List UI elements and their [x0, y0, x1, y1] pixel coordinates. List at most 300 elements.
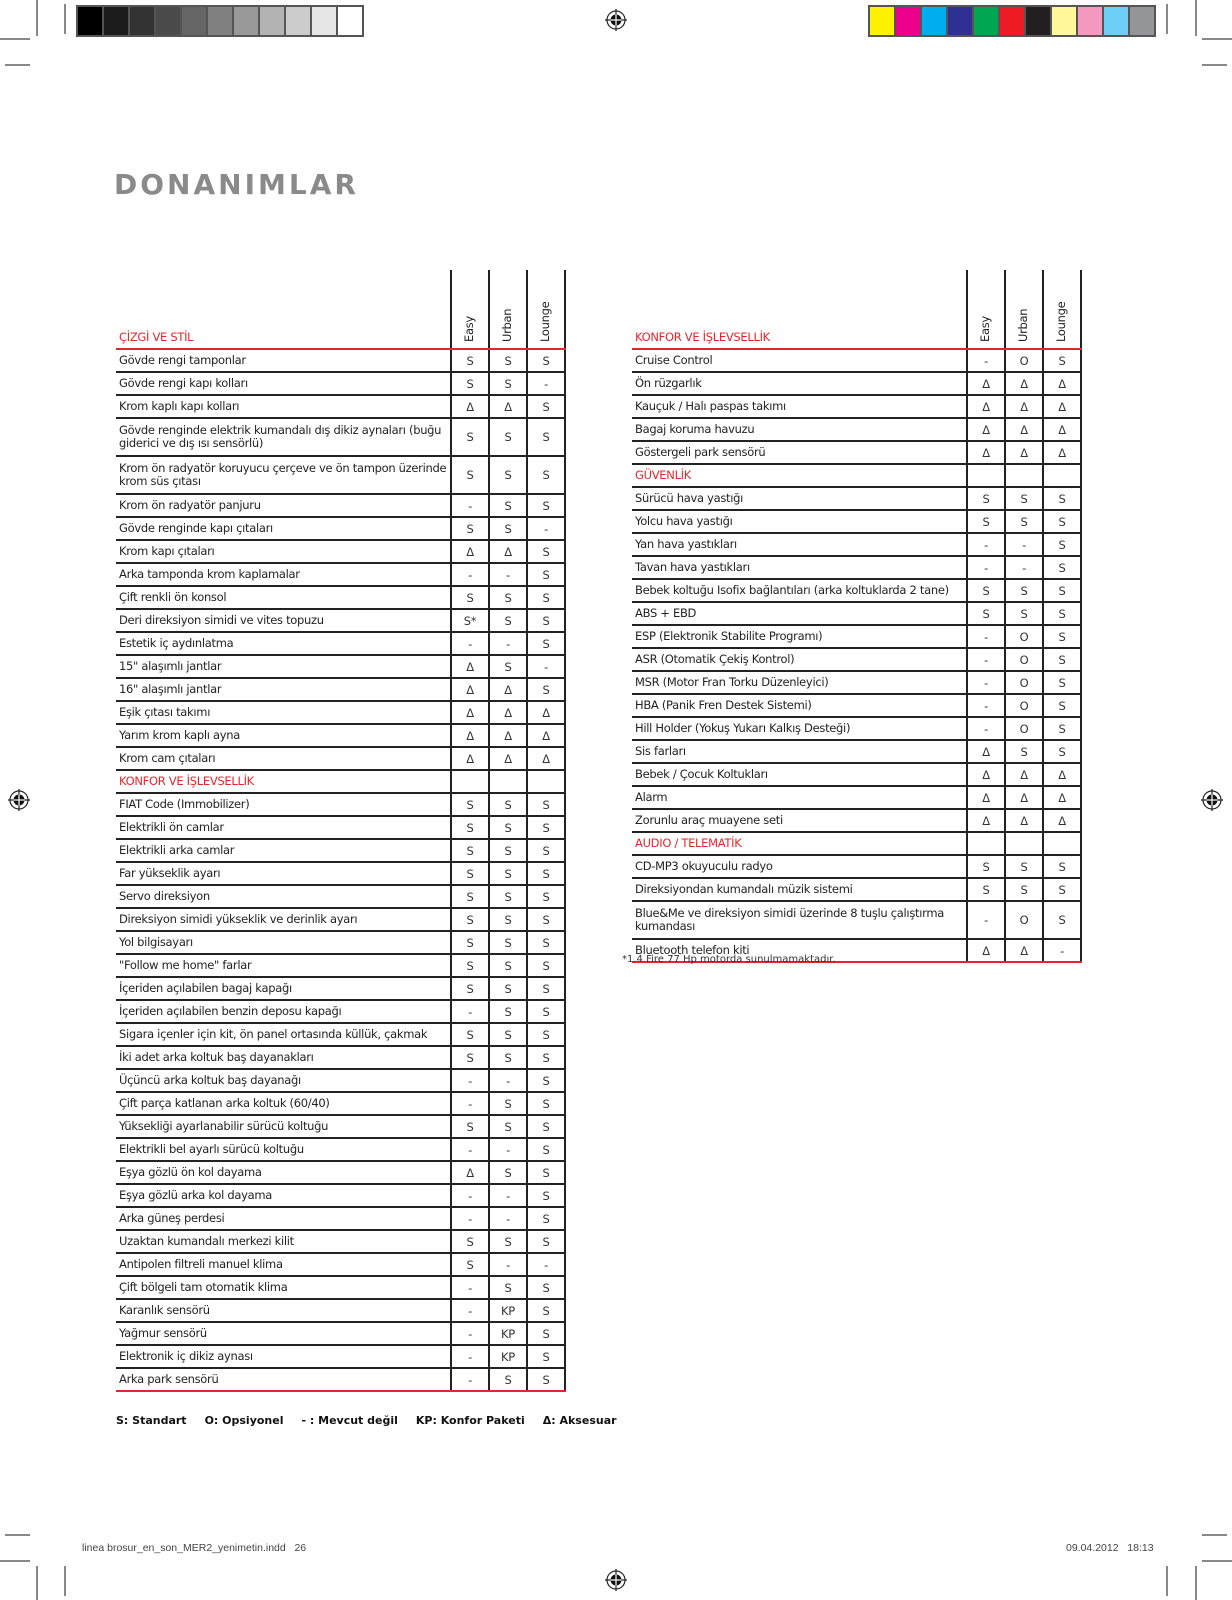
availability-urban: O — [1005, 901, 1043, 939]
table-row — [632, 602, 1081, 625]
table-row — [116, 609, 565, 632]
availability-lounge: S — [527, 418, 565, 456]
color-swatch — [312, 7, 336, 35]
feature-label: CD-MP3 okuyuculu radyo — [632, 855, 967, 878]
availability-easy: - — [451, 1322, 489, 1345]
availability-urban: O — [1005, 349, 1043, 372]
feature-label: Alarm — [632, 786, 967, 809]
crop-mark — [64, 1566, 66, 1596]
feature-label: Estetik iç aydınlatma — [116, 632, 451, 655]
table-row — [116, 1322, 565, 1345]
table-row — [116, 1092, 565, 1115]
table-row — [632, 809, 1081, 832]
feature-label: Elektrikli arka camlar — [116, 839, 451, 862]
availability-urban: Δ — [489, 747, 527, 770]
availability-lounge: - — [527, 372, 565, 395]
feature-label: Yolcu hava yastığı — [632, 510, 967, 533]
feature-label: Servo direksiyon — [116, 885, 451, 908]
availability-easy: S — [451, 1253, 489, 1276]
availability-lounge: S — [527, 1322, 565, 1345]
availability-lounge: S — [527, 816, 565, 839]
availability-lounge: S — [527, 586, 565, 609]
availability-urban: Δ — [1005, 809, 1043, 832]
availability-easy: Δ — [451, 540, 489, 563]
availability-lounge: S — [527, 908, 565, 931]
table-row — [632, 648, 1081, 671]
column-header-urban — [489, 270, 527, 349]
availability-lounge: S — [1043, 740, 1081, 763]
availability-lounge: - — [527, 1253, 565, 1276]
availability-urban: S — [489, 586, 527, 609]
column-label: Lounge — [538, 301, 552, 342]
feature-label: Gövde rengi kapı kolları — [116, 372, 451, 395]
availability-lounge: S — [1043, 717, 1081, 740]
availability-urban: S — [489, 885, 527, 908]
table-row — [116, 839, 565, 862]
availability-lounge: S — [1043, 671, 1081, 694]
availability-urban: Δ — [489, 724, 527, 747]
table-row — [632, 625, 1081, 648]
availability-easy: - — [451, 632, 489, 655]
feature-label: Krom ön radyatör koruyucu çerçeve ve ön tampon üzerinde krom süs çıtası — [116, 456, 451, 494]
availability-easy: - — [451, 1069, 489, 1092]
color-swatch — [1104, 7, 1128, 35]
availability-easy: S — [451, 954, 489, 977]
registration-mark-icon — [1201, 789, 1223, 811]
availability-lounge: S — [527, 1299, 565, 1322]
availability-urban: - — [1005, 556, 1043, 579]
feature-label: 15" alaşımlı jantlar — [116, 655, 451, 678]
feature-label: Bebek / Çocuk Koltukları — [632, 763, 967, 786]
availability-easy: - — [451, 1138, 489, 1161]
feature-label: Yüksekliği ayarlanabilir sürücü koltuğu — [116, 1115, 451, 1138]
color-swatch — [922, 7, 946, 35]
table-row — [116, 1207, 565, 1230]
color-swatch — [870, 7, 894, 35]
availability-urban: S — [489, 931, 527, 954]
availability-lounge: Δ — [1043, 418, 1081, 441]
legend-item: Δ: Aksesuar — [542, 1414, 617, 1427]
availability-lounge: S — [1043, 487, 1081, 510]
availability-urban: S — [489, 494, 527, 517]
availability-urban: S — [489, 1000, 527, 1023]
table-row — [116, 793, 565, 816]
availability-urban: S — [489, 655, 527, 678]
availability-easy: Δ — [967, 418, 1005, 441]
availability-urban: - — [489, 1138, 527, 1161]
crop-mark — [64, 4, 66, 34]
table-row — [116, 1069, 565, 1092]
color-swatch — [1130, 7, 1154, 35]
section-header: ÇİZGİ VE STİL — [116, 270, 451, 349]
feature-label: ASR (Otomatik Çekiş Kontrol) — [632, 648, 967, 671]
availability-lounge: S — [1043, 625, 1081, 648]
availability-lounge: S — [1043, 349, 1081, 372]
availability-urban: S — [489, 418, 527, 456]
registration-mark-icon — [605, 9, 627, 31]
availability-lounge: S — [527, 609, 565, 632]
feature-label: Üçüncü arka koltuk baş dayanağı — [116, 1069, 451, 1092]
feature-label: Krom kapı çıtaları — [116, 540, 451, 563]
color-swatch — [1052, 7, 1076, 35]
availability-easy: Δ — [967, 395, 1005, 418]
availability-lounge: S — [1043, 602, 1081, 625]
availability-easy: - — [967, 671, 1005, 694]
color-swatch — [156, 7, 180, 35]
availability-lounge: S — [527, 1161, 565, 1184]
table-header-row — [632, 270, 1081, 349]
availability-lounge: S — [527, 931, 565, 954]
color-swatch — [78, 7, 102, 35]
availability-lounge: Δ — [527, 724, 565, 747]
color-swatch — [974, 7, 998, 35]
feature-label: Antipolen filtreli manuel klima — [116, 1253, 451, 1276]
crop-mark — [36, 0, 38, 36]
availability-urban: Δ — [1005, 939, 1043, 962]
table-row — [632, 487, 1081, 510]
availability-urban: S — [489, 1230, 527, 1253]
section-row — [116, 770, 565, 793]
feature-label: Eşya gözlü arka kol dayama — [116, 1184, 451, 1207]
crop-mark — [36, 1566, 38, 1600]
feature-label: Yan hava yastıkları — [632, 533, 967, 556]
availability-lounge: S — [527, 1184, 565, 1207]
availability-urban: O — [1005, 625, 1043, 648]
availability-easy: Δ — [967, 809, 1005, 832]
availability-lounge: S — [527, 632, 565, 655]
availability-lounge: Δ — [1043, 372, 1081, 395]
table-row — [116, 1184, 565, 1207]
availability-easy: Δ — [967, 740, 1005, 763]
feature-label: Yarım krom kaplı ayna — [116, 724, 451, 747]
color-swatch — [130, 7, 154, 35]
availability-urban: S — [1005, 740, 1043, 763]
availability-urban: S — [1005, 602, 1043, 625]
table-row — [116, 1138, 565, 1161]
availability-easy: Δ — [451, 747, 489, 770]
availability-urban: S — [489, 1092, 527, 1115]
feature-label: Ön rüzgarlık — [632, 372, 967, 395]
availability-easy: S — [451, 1046, 489, 1069]
color-swatch — [286, 7, 310, 35]
availability-lounge: S — [527, 349, 565, 372]
section-header: GÜVENLİK — [632, 464, 967, 487]
column-header-easy — [967, 270, 1005, 349]
availability-lounge: S — [527, 1000, 565, 1023]
availability-easy: - — [451, 1092, 489, 1115]
table-row — [116, 655, 565, 678]
slug-datetime: 09.04.2012 18:13 — [1066, 1542, 1154, 1554]
crop-mark — [5, 1534, 30, 1536]
crop-mark — [5, 64, 30, 66]
availability-easy: S — [451, 586, 489, 609]
availability-lounge: S — [1043, 648, 1081, 671]
legend-item: KP: Konfor Paketi — [415, 1414, 525, 1427]
feature-label: Çift parça katlanan arka koltuk (60/40) — [116, 1092, 451, 1115]
availability-easy: - — [451, 1276, 489, 1299]
feature-label: Bebek koltuğu Isofix bağlantıları (arka koltuklarda 2 tane) — [632, 579, 967, 602]
availability-urban: KP — [489, 1299, 527, 1322]
feature-label: Bagaj koruma havuzu — [632, 418, 967, 441]
availability-lounge: S — [527, 563, 565, 586]
availability-lounge: S — [527, 1023, 565, 1046]
column-label: Easy — [462, 316, 476, 342]
availability-easy: S — [451, 1230, 489, 1253]
feature-label: Hill Holder (Yokuş Yukarı Kalkış Desteği) — [632, 717, 967, 740]
feature-label: FIAT Code (Immobilizer) — [116, 793, 451, 816]
feature-label: İçeriden açılabilen bagaj kapağı — [116, 977, 451, 1000]
feature-label: Gövde renginde kapı çıtaları — [116, 517, 451, 540]
table-row — [116, 1000, 565, 1023]
color-swatch — [1078, 7, 1102, 35]
table-row — [116, 701, 565, 724]
availability-easy: - — [967, 625, 1005, 648]
availability-easy: Δ — [967, 939, 1005, 962]
availability-easy: S — [967, 487, 1005, 510]
table-row — [116, 908, 565, 931]
table-row — [116, 1299, 565, 1322]
availability-urban: Δ — [1005, 763, 1043, 786]
table-row — [632, 441, 1081, 464]
feature-label: Sürücü hava yastığı — [632, 487, 967, 510]
availability-urban: Δ — [1005, 786, 1043, 809]
availability-lounge: - — [1043, 939, 1081, 962]
empty-cell — [527, 770, 565, 793]
availability-lounge: S — [527, 678, 565, 701]
availability-urban: S — [489, 816, 527, 839]
availability-lounge: S — [527, 862, 565, 885]
color-swatch — [182, 7, 206, 35]
feature-label: Elektrikli bel ayarlı sürücü koltuğu — [116, 1138, 451, 1161]
column-label: Urban — [500, 308, 514, 342]
table-row — [116, 1161, 565, 1184]
table-row — [116, 1276, 565, 1299]
column-header-easy — [451, 270, 489, 349]
feature-label: MSR (Motor Fran Torku Düzenleyici) — [632, 671, 967, 694]
table-row — [632, 740, 1081, 763]
registration-mark-icon — [605, 1569, 627, 1591]
availability-easy: S — [451, 793, 489, 816]
availability-easy: - — [451, 1184, 489, 1207]
availability-lounge: S — [527, 1069, 565, 1092]
feature-label: Sigara içenler için kit, ön panel ortasında küllük, çakmak — [116, 1023, 451, 1046]
table-row — [116, 931, 565, 954]
table-row — [116, 977, 565, 1000]
table-row — [116, 816, 565, 839]
availability-urban: S — [1005, 510, 1043, 533]
color-swatch — [896, 7, 920, 35]
table-row — [632, 786, 1081, 809]
availability-urban: S — [489, 456, 527, 494]
feature-label: Karanlık sensörü — [116, 1299, 451, 1322]
empty-cell — [1043, 832, 1081, 855]
table-row — [632, 510, 1081, 533]
feature-label: Yağmur sensörü — [116, 1322, 451, 1345]
table-row — [116, 678, 565, 701]
availability-easy: - — [451, 494, 489, 517]
section-header: KONFOR VE İŞLEVSELLİK — [116, 770, 451, 793]
crop-mark — [0, 38, 30, 40]
feature-label: Eşya gözlü ön kol dayama — [116, 1161, 451, 1184]
table-row — [116, 456, 565, 494]
availability-urban: S — [489, 839, 527, 862]
column-header-lounge — [1043, 270, 1081, 349]
availability-urban: O — [1005, 648, 1043, 671]
table-row — [632, 533, 1081, 556]
availability-lounge: Δ — [1043, 786, 1081, 809]
availability-urban: S — [489, 372, 527, 395]
table-row — [632, 694, 1081, 717]
availability-lounge: Δ — [1043, 441, 1081, 464]
feature-label: Eşik çıtası takımı — [116, 701, 451, 724]
table-row — [116, 1046, 565, 1069]
table-row — [632, 418, 1081, 441]
table-row — [116, 1345, 565, 1368]
feature-label: Tavan hava yastıkları — [632, 556, 967, 579]
availability-urban: - — [489, 1207, 527, 1230]
column-header-lounge — [527, 270, 565, 349]
feature-label: Gövde rengi tamponlar — [116, 349, 451, 372]
feature-label: Direksiyondan kumandalı müzik sistemi — [632, 878, 967, 901]
feature-label: İçeriden açılabilen benzin deposu kapağı — [116, 1000, 451, 1023]
availability-urban: S — [1005, 855, 1043, 878]
feature-label: Arka güneş perdesi — [116, 1207, 451, 1230]
availability-urban: Δ — [489, 678, 527, 701]
table-header-row — [116, 270, 565, 349]
section-header: KONFOR VE İŞLEVSELLİK — [632, 270, 967, 349]
feature-label: Göstergeli park sensörü — [632, 441, 967, 464]
table-row — [632, 579, 1081, 602]
column-label: Easy — [978, 316, 992, 342]
availability-lounge: S — [527, 1276, 565, 1299]
availability-urban: - — [489, 1184, 527, 1207]
table-row — [116, 494, 565, 517]
availability-lounge: S — [527, 1092, 565, 1115]
availability-urban: S — [1005, 487, 1043, 510]
availability-urban: - — [489, 1069, 527, 1092]
availability-lounge: S — [527, 1345, 565, 1368]
feature-label: Arka tamponda krom kaplamalar — [116, 563, 451, 586]
availability-easy: S* — [451, 609, 489, 632]
availability-urban: Δ — [1005, 418, 1043, 441]
empty-cell — [967, 464, 1005, 487]
availability-easy: Δ — [967, 441, 1005, 464]
feature-label: ESP (Elektronik Stabilite Programı) — [632, 625, 967, 648]
availability-easy: S — [967, 855, 1005, 878]
crop-mark — [1195, 0, 1197, 36]
availability-lounge: S — [527, 1115, 565, 1138]
table-row — [116, 862, 565, 885]
availability-easy: S — [451, 862, 489, 885]
availability-urban: Δ — [489, 701, 527, 724]
availability-easy: Δ — [451, 724, 489, 747]
feature-label: Krom kaplı kapı kolları — [116, 395, 451, 418]
availability-lounge: S — [527, 793, 565, 816]
availability-lounge: S — [527, 494, 565, 517]
empty-cell — [1043, 464, 1081, 487]
table-row — [116, 747, 565, 770]
feature-label: "Follow me home" farlar — [116, 954, 451, 977]
availability-easy: S — [967, 510, 1005, 533]
availability-easy: Δ — [451, 1161, 489, 1184]
feature-label: HBA (Panik Fren Destek Sistemi) — [632, 694, 967, 717]
availability-easy: - — [967, 349, 1005, 372]
availability-easy: S — [451, 349, 489, 372]
feature-label: Far yükseklik ayarı — [116, 862, 451, 885]
availability-urban: S — [489, 1023, 527, 1046]
availability-easy: - — [451, 1207, 489, 1230]
right-equipment-table — [632, 270, 1082, 963]
availability-lounge: S — [527, 395, 565, 418]
table-row — [632, 717, 1081, 740]
availability-easy: S — [451, 456, 489, 494]
availability-urban: S — [489, 1046, 527, 1069]
availability-lounge: Δ — [527, 701, 565, 724]
grayscale-color-bar — [76, 5, 364, 37]
table-row — [632, 671, 1081, 694]
crop-mark — [1202, 64, 1227, 66]
availability-easy: S — [451, 839, 489, 862]
availability-lounge: S — [1043, 878, 1081, 901]
availability-easy: S — [451, 885, 489, 908]
feature-label: Çift renkli ön konsol — [116, 586, 451, 609]
table-row — [116, 563, 565, 586]
table-row — [632, 855, 1081, 878]
section-header: AUDIO / TELEMATİK — [632, 832, 967, 855]
availability-urban: Δ — [1005, 395, 1043, 418]
availability-easy: S — [451, 1023, 489, 1046]
feature-label: Çift bölgeli tam otomatik klima — [116, 1276, 451, 1299]
table-row — [116, 418, 565, 456]
feature-label: Yol bilgisayarı — [116, 931, 451, 954]
availability-lounge: S — [527, 1368, 565, 1391]
availability-easy: - — [967, 717, 1005, 740]
availability-urban: - — [489, 1253, 527, 1276]
color-swatch — [208, 7, 232, 35]
table-row — [116, 1230, 565, 1253]
availability-easy: S — [451, 931, 489, 954]
table-row — [116, 1253, 565, 1276]
feature-label: Cruise Control — [632, 349, 967, 372]
table-row — [632, 556, 1081, 579]
availability-urban: O — [1005, 694, 1043, 717]
availability-easy: - — [451, 1299, 489, 1322]
availability-easy: Δ — [967, 763, 1005, 786]
availability-lounge: S — [1043, 901, 1081, 939]
feature-label: Gövde renginde elektrik kumandalı dış dikiz aynaları (buğu giderici ve dış ısı sensörlü) — [116, 418, 451, 456]
column-header-urban — [1005, 270, 1043, 349]
availability-easy: S — [451, 816, 489, 839]
availability-easy: - — [967, 533, 1005, 556]
feature-label: Bluetooth telefon kiti — [632, 939, 967, 962]
table-row — [116, 349, 565, 372]
availability-lounge: S — [1043, 533, 1081, 556]
availability-easy: - — [967, 901, 1005, 939]
availability-lounge: Δ — [527, 747, 565, 770]
footnote: *1.4 Fire 77 Hp motorda sunulmamaktadır. — [622, 954, 836, 965]
availability-urban: S — [1005, 579, 1043, 602]
availability-easy: Δ — [451, 395, 489, 418]
availability-lounge: - — [527, 655, 565, 678]
availability-easy: Δ — [451, 678, 489, 701]
availability-easy: - — [451, 1000, 489, 1023]
crop-mark — [1202, 38, 1232, 40]
availability-easy: - — [451, 563, 489, 586]
table-row — [116, 540, 565, 563]
empty-cell — [1005, 832, 1043, 855]
left-equipment-table — [116, 270, 566, 1392]
feature-label: 16" alaşımlı jantlar — [116, 678, 451, 701]
